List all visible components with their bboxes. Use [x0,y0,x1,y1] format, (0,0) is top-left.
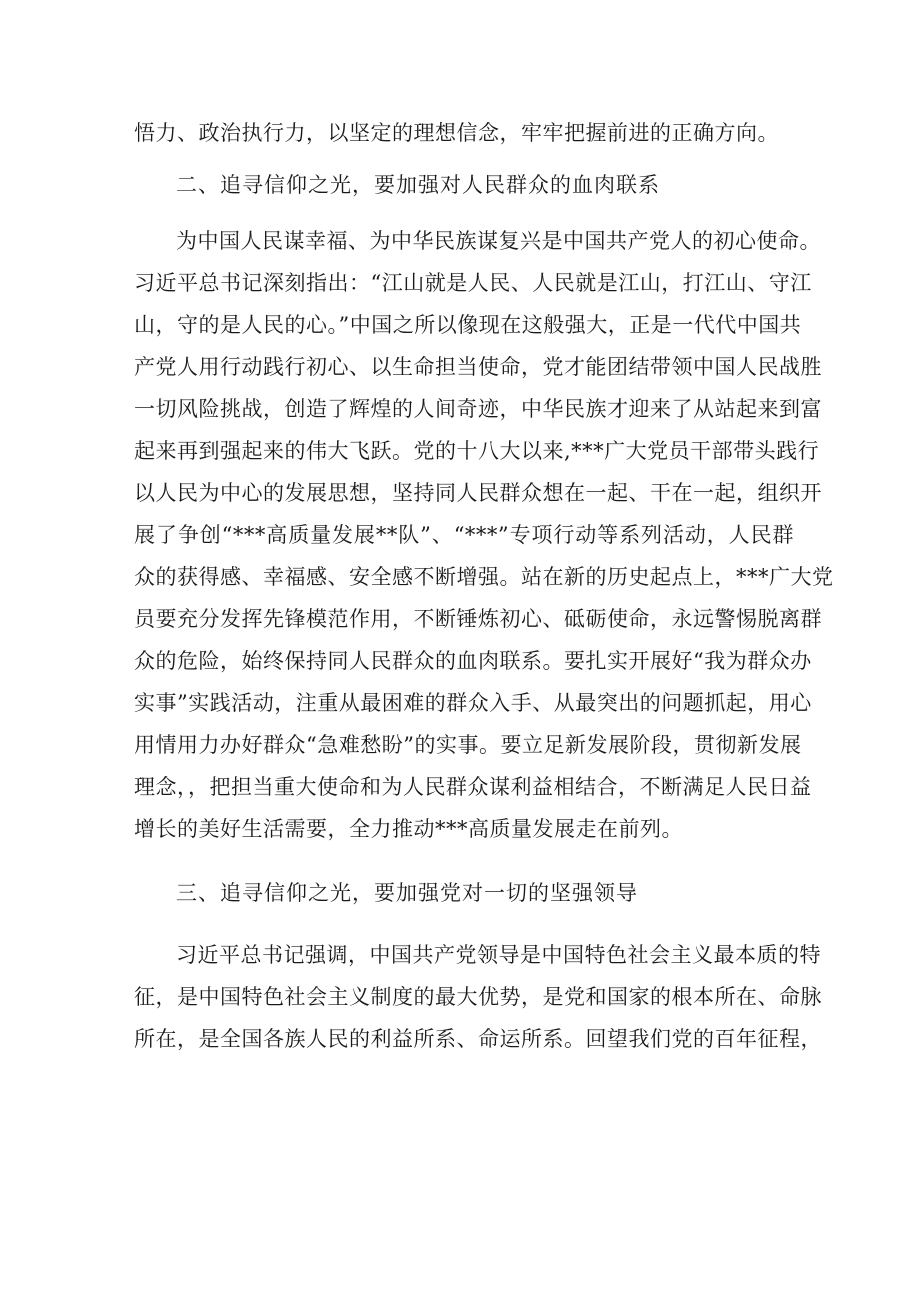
paragraph-3-line-2: 征，是中国特色社会主义制度的最大优势，是党和国家的根本所在、命脉 [134,985,822,1009]
section-heading-2: 二、追寻信仰之光，要加强对人民群众的血肉联系 [176,173,660,197]
section-heading-3: 三、追寻信仰之光，要加强党对一切的坚强领导 [176,881,638,905]
paragraph-2-line-14: 理念，，把担当重大使命和为人民群众谋利益相结合，不断满足人民日益 [134,775,812,799]
paragraph-2-line-1: 为中国人民谋幸福、为中华民族谋复兴是中国共产党人的初心使命。 [176,229,821,253]
paragraph-2-line-6: 起来再到强起来的伟大飞跃。党的十八大以来,***广大党员干部带头践行 [134,439,820,463]
paragraph-3-line-1: 习近平总书记强调，中国共产党领导是中国特色社会主义最本质的特 [176,943,821,967]
paragraph-2-line-9: 众的获得感、幸福感、安全感不断增强。站在新的历史起点上，***广大党 [134,565,834,589]
paragraph-2-line-2: 习近平总书记深刻指出：“江山就是人民、人民就是江山，打江山、守江 [134,271,812,295]
paragraph-2-line-10: 员要充分发挥先锋模范作用，不断锤炼初心、砥砺使命，永远警惕脱离群 [134,607,822,631]
paragraph-2-line-5: 一切风险挑战，创造了辉煌的人间奇迹，中华民族才迎来了从站起来到富 [134,397,822,421]
paragraph-2-line-3: 山，守的是人民的心。”中国之所以像现在这般强大，正是一代代中国共 [134,313,802,337]
paragraph-2-line-13: 用情用力办好群众“急难愁盼”的实事。要立足新发展阶段，贯彻新发展 [134,733,802,757]
paragraph-2-line-7: 以人民为中心的发展思想，坚持同人民群众想在一起、干在一起，组织开 [134,481,822,505]
paragraph-2-line-11: 众的危险，始终保持同人民群众的血肉联系。要扎实开展好“我为群众办 [134,649,812,673]
paragraph-2-line-12: 实事”实践活动，注重从最困难的群众入手、从最突出的问题抓起，用心 [134,691,812,715]
paragraph-1-line-1: 悟力、政治执行力，以坚定的理想信念，牢牢把握前进的正确方向。 [134,121,779,145]
paragraph-3-line-3: 所在，是全国各族人民的利益所系、命运所系。回望我们党的百年征程， [134,1027,822,1051]
paragraph-2-line-8: 展了争创“***高质量发展**队”、“***”专项行动等系列活动，人民群 [134,523,794,547]
paragraph-2-line-4: 产党人用行动践行初心、以生命担当使命，党才能团结带领中国人民战胜 [134,355,822,379]
paragraph-2-line-15: 增长的美好生活需要，全力推动***高质量发展走在前列。 [134,817,683,841]
